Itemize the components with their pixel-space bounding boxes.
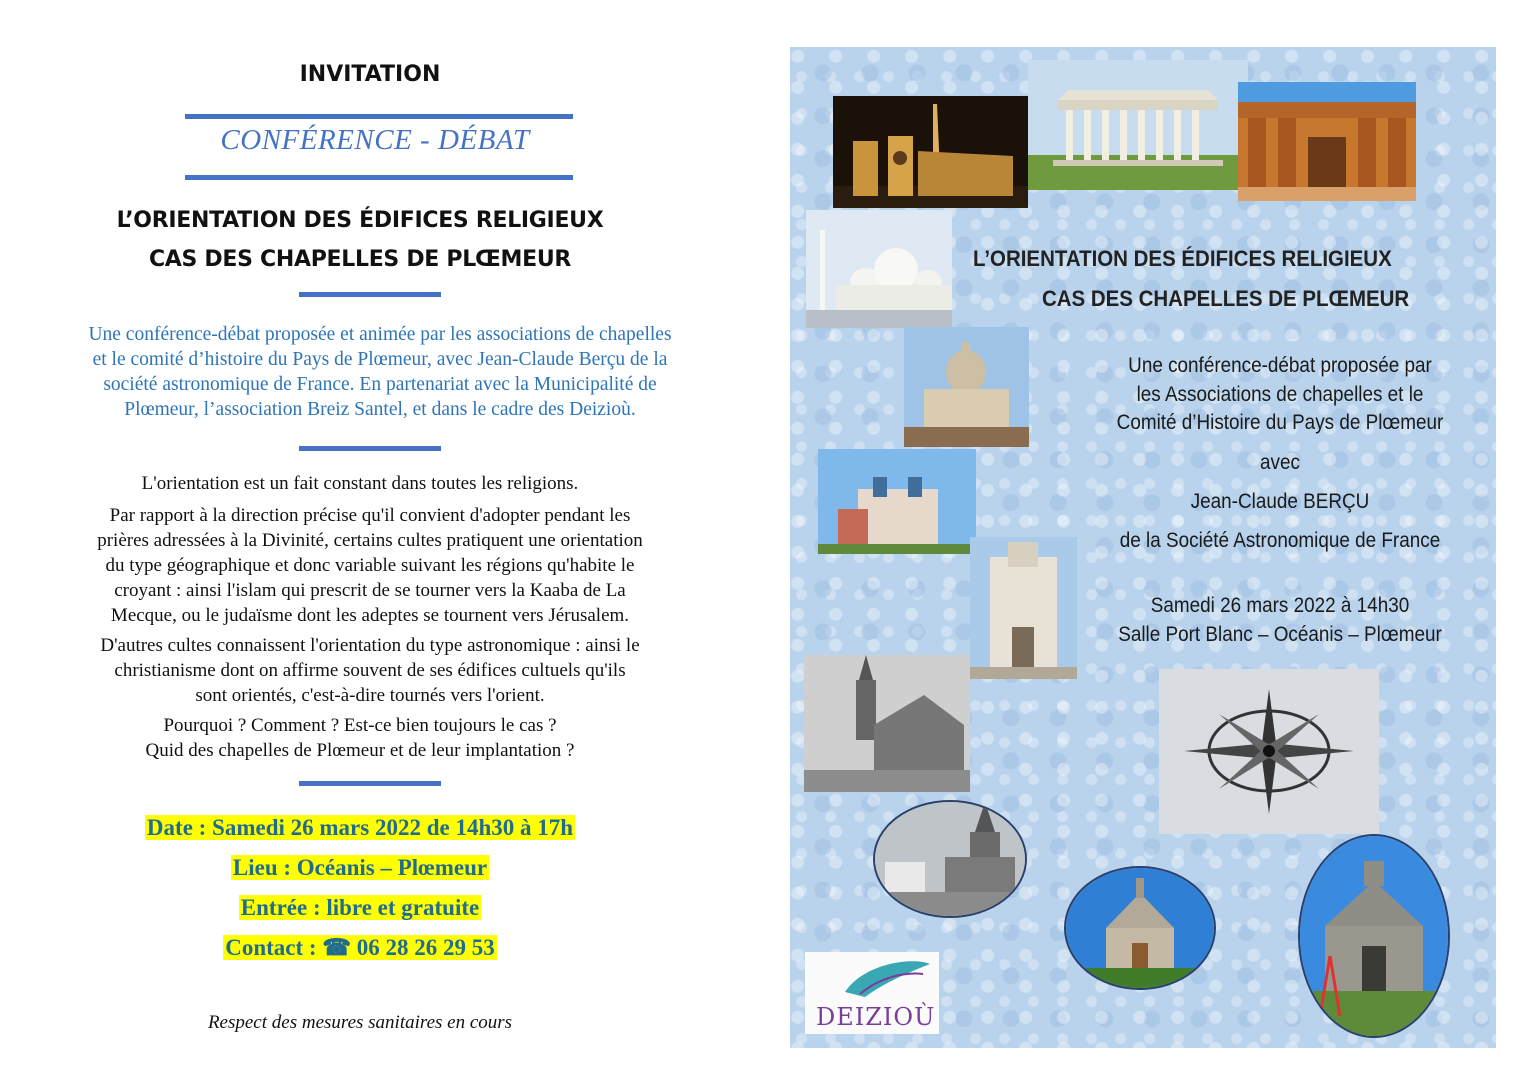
divider bbox=[299, 446, 441, 451]
chapel-construction-photo bbox=[804, 655, 970, 792]
old-chapel-photo bbox=[873, 800, 1027, 918]
event-contact bbox=[60, 935, 660, 961]
poster-line: les Associations de chapelles et le bbox=[1136, 383, 1424, 406]
poster-location: Salle Port Blanc – Océanis – Plœmeur bbox=[1118, 623, 1442, 646]
stone-chapel-photo bbox=[1064, 866, 1216, 990]
title-line-1: L’ORIENTATION DES ÉDIFICES RELIGIEUX bbox=[116, 208, 604, 233]
body-line: sont orientés, c'est-à-dire tournés vers l'orient. bbox=[195, 685, 545, 706]
body-line: du type géographique et donc variable suivant les régions qu'habite le bbox=[105, 555, 635, 576]
body-line: L'orientation est un fait constant dans toutes les religions. bbox=[141, 473, 579, 494]
body-paragraph bbox=[20, 471, 700, 496]
poster-line: avec bbox=[1260, 451, 1300, 474]
body-line: Pourquoi ? Comment ? Est-ce bien toujours le cas ? bbox=[163, 715, 557, 736]
event-entry-text: Entrée : libre et gratuite bbox=[240, 895, 480, 920]
body-line: christianisme dont on affirme souvent de ses édifices cultuels qu'ils bbox=[114, 660, 626, 681]
intro-paragraph bbox=[40, 322, 720, 422]
poster-line: Une conférence-débat proposée par bbox=[1128, 354, 1432, 377]
poster-date: Samedi 26 mars 2022 à 14h30 bbox=[1150, 594, 1410, 617]
poster-line: Comité d’Histoire du Pays de Plœmeur bbox=[1116, 411, 1444, 434]
divider bbox=[299, 292, 441, 297]
conference-subheading: CONFÉRENCE - DÉBAT bbox=[220, 124, 530, 156]
poster-line: Jean-Claude BERÇU bbox=[1190, 490, 1370, 513]
poster-title-line-1: L’ORIENTATION DES ÉDIFICES RELIGIEUX bbox=[973, 246, 1392, 271]
mosque-photo bbox=[806, 210, 952, 328]
intro-line: et le comité d’histoire du Pays de Plœmeur, avec Jean-Claude Berçu de la bbox=[92, 349, 668, 370]
title-line-2: CAS DES CHAPELLES DE PLŒMEUR bbox=[148, 247, 572, 272]
survey-chapel-photo bbox=[1298, 834, 1450, 1038]
divider bbox=[185, 175, 573, 180]
sanitary-notice: Respect des mesures sanitaires en cours bbox=[207, 1012, 513, 1033]
event-entry bbox=[60, 895, 660, 921]
compass-rose-photo bbox=[1159, 669, 1379, 834]
egyptian-temple-photo bbox=[1238, 82, 1416, 201]
body-line: D'autres cultes connaissent l'orientation du type astronomique : ainsi le bbox=[100, 635, 640, 656]
church-facade-photo bbox=[970, 537, 1077, 679]
body-paragraph bbox=[30, 503, 710, 628]
event-date bbox=[60, 815, 660, 841]
body-paragraph bbox=[30, 633, 710, 708]
invitation-text-page bbox=[0, 0, 760, 1080]
intro-line: société astronomique de France. En partenariat avec la Municipalité de bbox=[103, 374, 657, 395]
poster-title-line-2: CAS DES CHAPELLES DE PLŒMEUR bbox=[1042, 286, 1410, 311]
body-line: prières adressées à la Divinité, certains cultes pratiquent une orientation bbox=[97, 530, 643, 551]
synagogue-photo bbox=[818, 449, 976, 554]
body-line: croyant : ainsi l'islam qui prescrit de se tourner vers la Kaaba de La bbox=[114, 580, 626, 601]
event-date-text: Date : Samedi 26 mars 2022 de 14h30 à 17h bbox=[146, 815, 574, 840]
body-line: Par rapport à la direction précise qu'il convient d'adopter pendant les bbox=[109, 505, 631, 526]
intro-line: Plœmeur, l’association Breiz Santel, et dans le cadre des Deizioù. bbox=[124, 399, 636, 420]
divider bbox=[185, 114, 573, 119]
invitation-heading: INVITATION bbox=[299, 62, 441, 87]
body-line: Mecque, ou le judaïsme dont les adeptes se tournent vers Jérusalem. bbox=[110, 605, 630, 626]
intro-line: Une conférence-débat proposée et animée par les associations de chapelles bbox=[88, 324, 672, 345]
body-paragraph bbox=[20, 713, 700, 763]
event-place-text: Lieu : Océanis – Plœmeur bbox=[232, 855, 488, 880]
divider bbox=[299, 781, 441, 786]
greek-temple-photo bbox=[1028, 60, 1248, 190]
event-contact-text: Contact : ☎ 06 28 26 29 53 bbox=[225, 935, 495, 960]
deiziou-logo-text: DEIZIOÙ bbox=[816, 1003, 936, 1031]
event-place bbox=[60, 855, 660, 881]
basilica-photo bbox=[904, 327, 1029, 447]
body-line: Quid des chapelles de Plœmeur et de leur implantation ? bbox=[145, 740, 575, 761]
poster-line: de la Société Astronomique de France bbox=[1119, 529, 1441, 552]
cathedral-photo bbox=[833, 96, 1028, 208]
